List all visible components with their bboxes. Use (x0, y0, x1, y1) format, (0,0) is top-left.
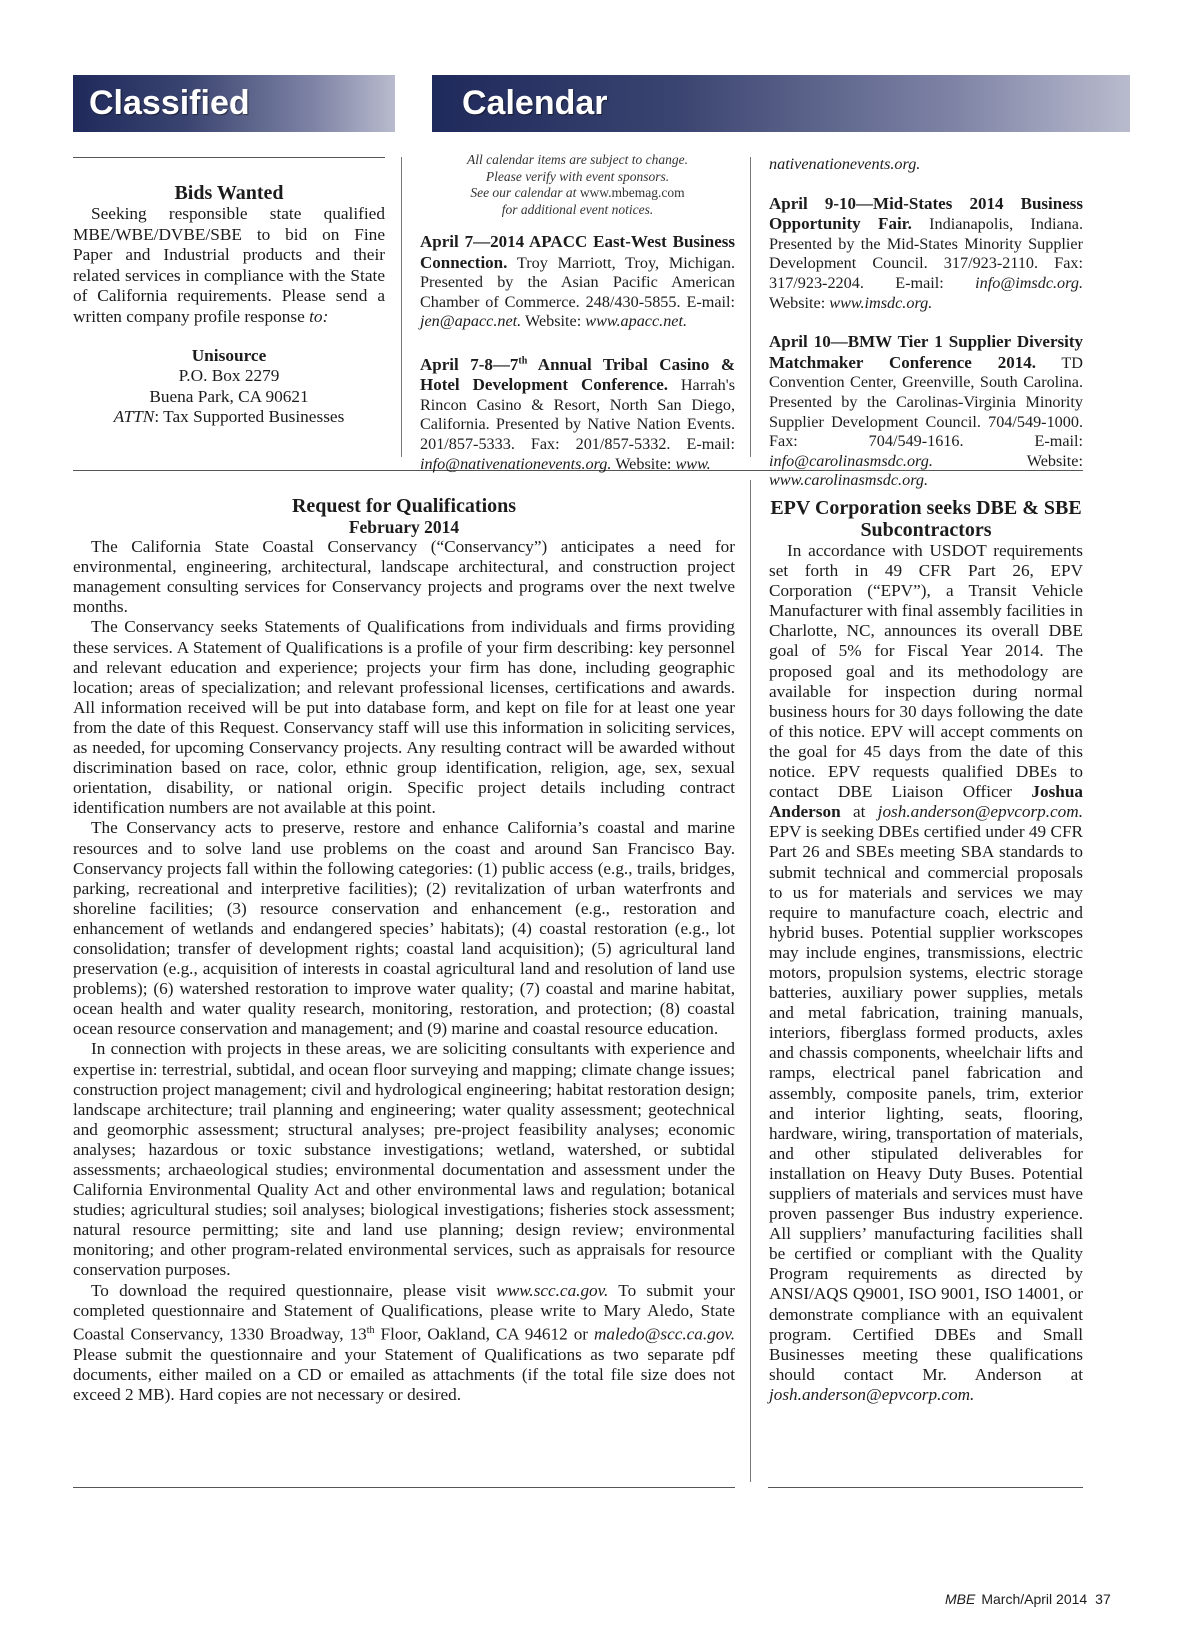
calendar-column-2 (769, 155, 1083, 491)
rfq-title: Request for Qualifications (291, 495, 517, 517)
carolinasmsdc-website-link[interactable]: www.carolinasmsdc.org. (769, 471, 929, 490)
calendar-banner: Calendar (432, 75, 1130, 132)
bids-company: Unisource (191, 345, 267, 365)
bids-body: Seeking responsible state qualified MBE/WBE/DVBE/SBE to bid on Fine Paper and Industrial products and their related services in compliance with the State of California requirements. Please send a written company profile response to: (73, 204, 385, 326)
classified-banner: Classified (73, 75, 395, 132)
calendar-note: All calendar items are subject to change. Please verify with event sponsors. See our calendar at www.mbemag.com for additional event notices. (466, 152, 689, 217)
bids-address-2: Buena Park, CA 90621 (149, 386, 309, 406)
rfq-bottom-rule (73, 1487, 735, 1488)
column-divider-bottom (750, 480, 751, 1482)
maledo-email-link[interactable]: maledo@scc.ca.gov. (594, 1324, 736, 1344)
bids-address-1: P.O. Box 2279 (178, 366, 280, 386)
column-divider-top-right (750, 157, 751, 457)
imsdc-website-link[interactable]: www.imsdc.org. (829, 293, 933, 312)
rfq-paragraph-3: The Conservancy acts to preserve, restore and enhance California’s coastal and marine resources and to solve land use problems on the coast and around San Francisco Bay. Conservancy projects fall within the following categories: (1) public access (e.g., trails, bridges, parking, recreational and interpretive facilities); (2) revitalization of urban waterfronts and shoreline facilities; (3) resource conservation and enhancement (e.g., restoration and enhancement of wetlands and endangered species’ habitats); (4) coastal restoration (e.g., lot consolidation; transfer of development rights; coastal land acquisition); (5) agricultural land preservation (e.g., acquisition of interests in coastal agricultural land and resolution of land use problems); (6) watershed restoration to improve water quality; (7) coastal and marine habitat, ocean health and water quality research, monitoring, restoration, and protection; (8) coastal ocean resource conservation and management; and (9) marine and coastal resource education. (73, 818, 735, 1039)
calendar-event-tribal-casino: April 7-8—7th Annual Tribal Casino & Hotel Development Conference. Harrah's Rincon Casino & Resort, North San Diego, California. Presented by Native Nation Events. 201/857-5333. Fax: 201/857-5332. E-mail: info@nativenationevents.org. Website: www. (420, 354, 736, 473)
footer-magazine: MBE (945, 1591, 976, 1607)
epv-title: EPV Corporation seeks DBE & SBE Subcontractors (770, 497, 1082, 541)
bids-wanted-section (73, 182, 385, 428)
rfq-section (73, 495, 735, 1405)
calendar-event-tribal-casino-cont: nativenationevents.org. (769, 155, 921, 173)
epv-email-link-2[interactable]: josh.anderson@epvcorp.com. (769, 1384, 975, 1404)
epv-body: In accordance with USDOT requirements set forth in 49 CFR Part 26, EPV Corporation (“EPV”), a Transit Vehicle Manufacturer with final assembly facilities in Charlotte, NC, announces its overall DBE goal of 5% for Fiscal Year 2014. The proposed goal and its methodology are available for inspection during normal business hours for 30 days following the date of this notice. EPV will accept comments on the goal for 45 days from the date of this notice. EPV requests qualified DBEs to contact DBE Liaison Officer Joshua Anderson at josh.anderson@epvcorp.com. EPV is seeking DBEs certified under 49 CFR Part 26 and SBEs meeting SBA standards to submit technical and commercial proposals to us for materials and services we may require to manufacture coach, electric and hybrid buses. Potential supplier workscopes may include engines, transmissions, electric motors, propulsion systems, electric storage batteries, auxiliary power supplies, metals and metal fabrication, training manuals, interiors, fiberglass formed products, axles and chassis components, wheelchair lifts and ramps, electrical panel fabrication and assembly, composite panels, trim, exterior and interior lighting, seats, flooring, hardware, wiring, transportation of materials, and other stipulated deliverables for installation on Heavy Duty Buses. Potential suppliers of materials and services must have proven passenger Bus industry experience. All suppliers’ manufacturing facilities shall be certified or compliant with the Quality Program requirements as directed by ANSI/AQS Q9001, ISO 9001, ISO 14001, or demonstrate compliance with an equivalent program. Certified DBEs and Small Businesses meeting these qualifications should contact Mr. Anderson at josh.anderson@epvcorp.com. (769, 541, 1084, 1404)
bids-attn: ATTN: Tax Supported Businesses (113, 407, 345, 427)
calendar-event-mid-states: April 9-10—Mid-States 2014 Business Opportunity Fair. Indianapolis, Indiana. Presented by the Mid-States Minority Supplier Development Council. 317/923-2110. Fax: 317/923-2204. E-mail: info@imsdc.org. Website: www.imsdc.org. (769, 193, 1083, 312)
epv-bottom-rule (768, 1487, 1083, 1488)
calendar-column-1 (420, 152, 735, 474)
classified-top-rule (73, 157, 385, 158)
column-divider-top-left (401, 157, 402, 457)
rfq-paragraph-4: In connection with projects in these areas, we are soliciting consultants with experience and expertise in: terrestrial, subtidal, and ocean floor surveying and mapping; climate change issues; construction project management; civil and hydrological engineering; habitat restoration design; landscape architecture; trail planning and engineering; water quality assessment; geotechnical and geomorphic assessment; structural analyses; pre-project feasibility analyses; economic analyses; hazardous or toxic substance investigations; wetland, watershed, or subtidal assessments; archaeological studies; environmental documentation and assessment under the California Environmental Quality Act and other environmental laws and regulation; botanical studies; agricultural studies; soil analyses; biological investigations; fisheries stock assessment; natural resource permitting; site and land use planning; design review; environmental monitoring; and other program-related environmental services, such as appraisals for resource conservation purposes. (73, 1039, 735, 1280)
scc-website-link[interactable]: www.scc.ca.gov. (496, 1280, 609, 1300)
footer-page-number: 37 (1095, 1591, 1111, 1607)
epv-section (769, 497, 1083, 1405)
rfq-paragraph-5: To download the required questionnaire, please visit www.scc.ca.gov. To submit your completed questionnaire and Statement of Qualifications, please write to Mary Aledo, State Coastal Conservancy, 1330 Broadway, 13th Floor, Oakland, CA 94612 or maledo@scc.ca.gov. Please submit the questionnaire and your Statement of Qualifications as two separate pdf documents, either mailed on a CD or emailed as attachments (if the total file size does not exceed 2 MB). Hard copies are not necessary or desired. (73, 1280, 736, 1404)
rfq-paragraph-2: The Conservancy seeks Statements of Qualifications from individuals and firms providing these services. A Statement of Qualifications is a profile of your firm describing: key personnel and relevant education and experience; projects your firm has done, including geographic location; areas of specialization; and relevant professional licenses, certifications and awards. All information received will be put into database form, and kept on file for at least one year from the date of this Request. Conservancy staff will use this information in soliciting services, as needed, for upcoming Conservancy projects. Any resulting contract will be awarded without discrimination based on race, color, ethnic group identification, religion, age, sex, sexual orientation, disability, or national origin. Specific project details including contract identification numbers are not available at this point. (73, 617, 735, 818)
calendar-event-apacc: April 7—2014 APACC East-West Business Connection. Troy Marriott, Troy, Michigan. Presented by the Asian Pacific American Chamber of Commerce. 248/430-5855. E-mail: jen@apacc.net. Website: www.apacc.net. (420, 232, 735, 331)
footer-issue: March/April 2014 (981, 1591, 1088, 1607)
bids-heading: Bids Wanted (174, 182, 284, 204)
calendar-event-bmw: April 10—BMW Tier 1 Supplier Diversity Matchmaker Conference 2014. TD Convention Center, Greenville, South Carolina. Presented by the Carolinas-Virginia Minority Supplier Development Council. 704/549-1000. Fax: 704/549-1616. E-mail: info@carolinasmsdc.org. Website: www.carolinasmsdc.org. (769, 332, 1083, 490)
rfq-paragraph-1: The California State Coastal Conservancy (“Conservancy”) anticipates a need for environmental, engineering, architectural, landscape architectural, and construction project management consulting services for Conservancy projects and programs over the next twelve months. (73, 537, 735, 617)
rfq-date: February 2014 (348, 517, 460, 537)
page-footer (945, 1591, 1145, 1607)
epv-email-link-1[interactable]: josh.anderson@epvcorp.com. (877, 802, 1083, 822)
apacc-website-link[interactable]: www.apacc.net. (585, 312, 688, 331)
